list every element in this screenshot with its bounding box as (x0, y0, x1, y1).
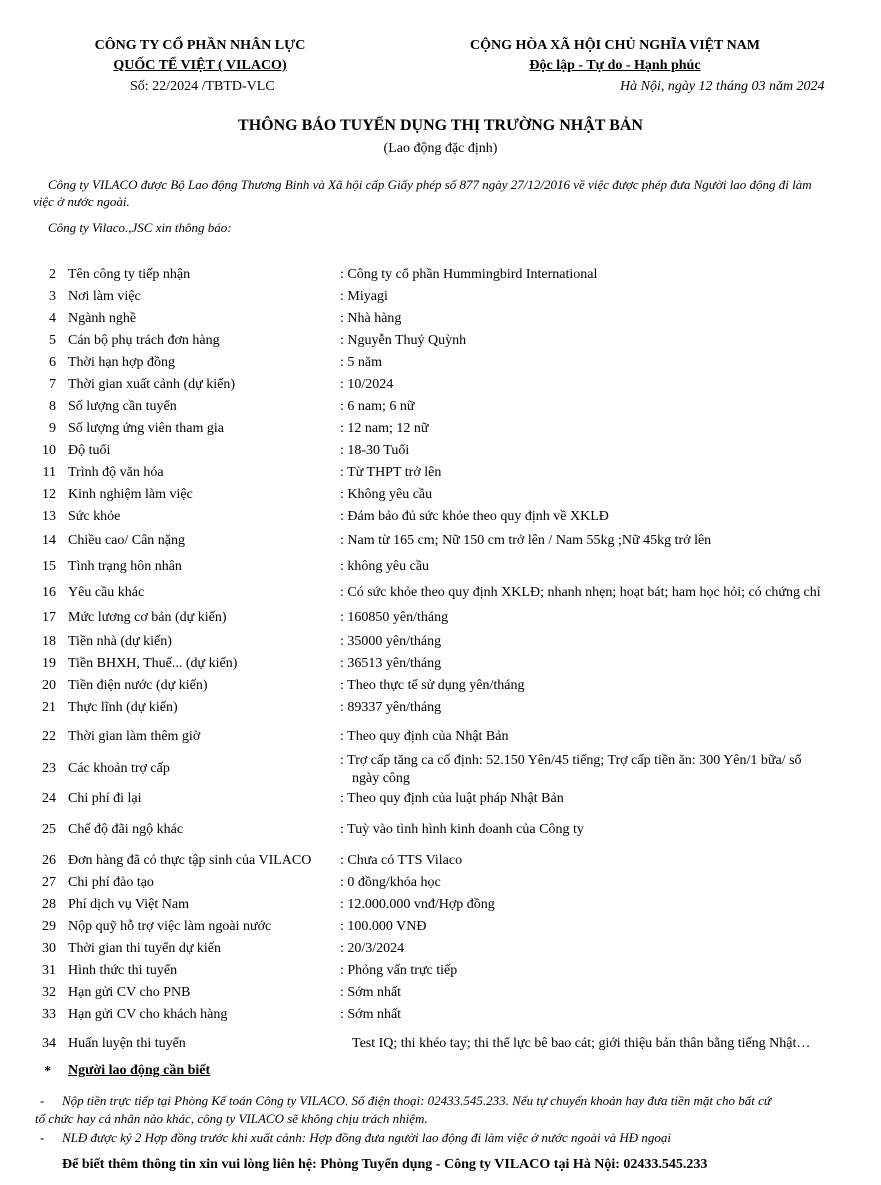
row-number: 11 (42, 465, 56, 480)
row-value: : 5 năm (340, 355, 382, 370)
table-row (0, 289, 881, 311)
table-row (0, 753, 881, 786)
row-label: Đơn hàng đã có thực tập sinh của VILACO (68, 853, 312, 868)
company-name-line1: CÔNG TY CỔ PHẦN NHÂN LỰC (94, 38, 306, 53)
row-label: Sức khỏe (68, 509, 121, 524)
document-date: Hà Nội, ngày 12 tháng 03 năm 2024 (620, 79, 825, 94)
row-number: 2 (49, 267, 56, 282)
table-row (0, 963, 881, 985)
row-value: : Đảm bảo đủ sức khỏe theo quy định về XKLĐ (340, 509, 609, 524)
row-value: : Công ty cổ phần Hummingbird International (340, 267, 598, 282)
bullet-star: * (44, 1064, 51, 1079)
row-value: : 12 nam; 12 nữ (340, 421, 429, 436)
table-row (0, 791, 881, 813)
row-value: : Miyagi (340, 289, 388, 304)
table-row (0, 919, 881, 941)
row-value: : 12.000.000 vnđ/Hợp đồng (340, 897, 495, 912)
table-row (0, 1036, 881, 1058)
table-row (0, 610, 881, 632)
row-value: : Nam từ 165 cm; Nữ 150 cm trở lên / Nam 55kg ;Nữ 45kg trở lên (340, 533, 712, 548)
row-label: Số lượng ứng viên tham gia (68, 421, 224, 436)
row-value: : Phỏng vấn trực tiếp (340, 963, 458, 978)
table-row (0, 700, 881, 722)
row-number: 6 (49, 355, 56, 370)
table-row (0, 985, 881, 1007)
row-number: 32 (42, 985, 56, 1000)
row-label: Chi phí đi lại (68, 791, 142, 806)
row-value: : 160850 yên/tháng (340, 610, 449, 625)
row-number: 30 (42, 941, 56, 956)
row-number: 3 (49, 289, 56, 304)
row-number: 22 (42, 729, 56, 744)
table-row (0, 897, 881, 919)
row-number: 24 (42, 791, 56, 806)
row-value: : Tuỳ vào tình hình kinh doanh của Công ty (340, 822, 584, 837)
table-row (0, 533, 881, 555)
row-label: Trình độ văn hóa (68, 465, 164, 480)
row-label: Nơi làm việc (68, 289, 141, 304)
row-value: : Nguyễn Thuý Quỳnh (340, 333, 467, 348)
note-1-line-2: tổ chức hay cá nhân nào khác, công ty VILACO sẽ không chịu trách nhiệm. (35, 1111, 428, 1126)
row-value: : Từ THPT trở lên (340, 465, 442, 480)
row-number: 4 (49, 311, 56, 326)
row-label: Thời hạn hợp đồng (68, 355, 175, 370)
row-number: 34 (42, 1036, 56, 1051)
row-label: Hình thức thi tuyển (68, 963, 178, 978)
row-number: 12 (42, 487, 56, 502)
row-number: 20 (42, 678, 56, 693)
row-number: 21 (42, 700, 56, 715)
row-number: 7 (49, 377, 56, 392)
row-number: 29 (42, 919, 56, 934)
table-row (0, 377, 881, 399)
row-number: 26 (42, 853, 56, 868)
row-label: Kinh nghiệm làm việc (68, 487, 193, 502)
row-number: 31 (42, 963, 56, 978)
row-label: Mức lương cơ bản (dự kiến) (68, 610, 227, 625)
row-label: Chiều cao/ Cân nặng (68, 533, 186, 548)
table-row (0, 421, 881, 443)
row-value: : Theo quy định của Nhật Bản (340, 729, 509, 744)
row-value: : 20/3/2024 (340, 941, 405, 956)
row-value: : Theo thực tế sử dụng yên/tháng (340, 678, 525, 693)
row-label: Chi phí đào tạo (68, 875, 154, 890)
row-label: Hạn gửi CV cho PNB (68, 985, 191, 1000)
table-row (0, 1007, 881, 1029)
table-row (0, 853, 881, 875)
table-row (0, 634, 881, 656)
table-row (0, 822, 881, 844)
row-value: : Theo quy định của luật pháp Nhật Bản (340, 791, 564, 806)
row-value: : 36513 yên/tháng (340, 656, 442, 671)
intro-line-1: Công ty VILACO được Bộ Lao động Thương Binh và Xã hội cấp Giấy phép số 877 ngày 27/12/2016 về việc được phép đưa Người lao động đi làm (48, 177, 812, 192)
row-label: Thời gian xuất cảnh (dự kiến) (68, 377, 235, 392)
row-value: : Chưa có TTS Vilaco (340, 853, 463, 868)
note-dash-1: - (40, 1093, 45, 1108)
row-number: 23 (42, 761, 56, 776)
page-subtitle: (Lao động đặc định) (383, 141, 498, 156)
row-label: Yêu cầu khác (68, 585, 145, 600)
nation-title: CỘNG HÒA XÃ HỘI CHỦ NGHĨA VIỆT NAM (469, 38, 760, 53)
table-row (0, 355, 881, 377)
row-label: Phí dịch vụ Việt Nam (68, 897, 190, 912)
row-value: : 6 nam; 6 nữ (340, 399, 415, 414)
table-row (0, 875, 881, 897)
row-label: Cán bộ phụ trách đơn hàng (68, 333, 220, 348)
row-number: 10 (42, 443, 56, 458)
row-value: : 89337 yên/tháng (340, 700, 442, 715)
row-number: 8 (49, 399, 56, 414)
row-number: 19 (42, 656, 56, 671)
row-value: : 100.000 VNĐ (340, 919, 427, 934)
document-number: Số: 22/2024 /TBTD-VLC (130, 79, 275, 94)
table-row (0, 487, 881, 509)
note-dash-2: - (40, 1130, 45, 1145)
nation-motto: Độc lập - Tự do - Hạnh phúc (529, 58, 701, 73)
row-label: Tiền điện nước (dự kiến) (68, 678, 208, 693)
company-name-line2: QUỐC TẾ VIỆT ( VILACO) (113, 58, 287, 73)
row-value: : Trợ cấp tăng ca cố định: 52.150 Yên/45 tiếng; Trợ cấp tiền ăn: 300 Yên/1 bữa/ số (340, 753, 802, 768)
table-row (0, 509, 881, 531)
row-number: 28 (42, 897, 56, 912)
row-label: Số lượng cần tuyển (68, 399, 177, 414)
row-value: : 10/2024 (340, 377, 394, 392)
table-row (0, 465, 881, 487)
row-value: : Có sức khỏe theo quy định XKLĐ; nhanh nhẹn; hoạt bát; ham học hỏi; có chứng chỉ (340, 585, 821, 600)
table-row (0, 559, 881, 581)
row-label: Hạn gửi CV cho khách hàng (68, 1007, 228, 1022)
row-number: 27 (42, 875, 56, 890)
table-row (0, 729, 881, 751)
row-number: 9 (49, 421, 56, 436)
row-label: Tình trạng hôn nhân (68, 559, 182, 574)
row-number: 14 (42, 533, 56, 548)
table-row (0, 585, 881, 607)
table-row (0, 941, 881, 963)
intro-line-2: việc ở nước ngoài. (33, 194, 130, 209)
contact-line: Để biết thêm thông tin xin vui lòng liên hệ: Phòng Tuyển dụng - Công ty VILACO tại Hà Nội: 02433.545.233 (62, 1157, 708, 1172)
row-number: 18 (42, 634, 56, 649)
row-number: 5 (49, 333, 56, 348)
table-row (0, 678, 881, 700)
table-row (0, 333, 881, 355)
row-label: Tiền nhà (dự kiến) (68, 634, 172, 649)
row-number: 25 (42, 822, 56, 837)
row-label: Ngành nghề (68, 311, 137, 326)
row-label: Tên công ty tiếp nhận (68, 267, 191, 282)
row-label: Thực lĩnh (dự kiến) (68, 700, 178, 715)
row-label: Thời gian làm thêm giờ (68, 729, 201, 744)
row-number: 13 (42, 509, 56, 524)
row-label: Tiền BHXH, Thuế... (dự kiến) (68, 656, 238, 671)
note-2: NLĐ được ký 2 Hợp đồng trước khi xuất cảnh: Hợp đồng đưa người lao động đi làm việc ở nước ngoài và HĐ ngoại (62, 1130, 671, 1145)
row-number: 16 (42, 585, 56, 600)
row-value: : 0 đồng/khóa học (340, 875, 441, 890)
row-value: : Sớm nhất (340, 1007, 402, 1022)
row-label: Thời gian thi tuyển dự kiến (68, 941, 222, 956)
worker-header: Người lao động cần biết (68, 1063, 211, 1078)
row-value: : Nhà hàng (340, 311, 402, 326)
table-row (0, 311, 881, 333)
table-row (0, 399, 881, 421)
row-value: : 35000 yên/tháng (340, 634, 442, 649)
row-value: : 18-30 Tuổi (340, 443, 410, 458)
row-label: Độ tuổi (68, 443, 111, 458)
row-number: 33 (42, 1007, 56, 1022)
row-value: : Không yêu cầu (340, 487, 433, 502)
row-value: : không yêu cầu (340, 559, 430, 574)
row-label: Chế độ đãi ngộ khác (68, 822, 184, 837)
row-label: Huấn luyện thi tuyển (68, 1036, 186, 1051)
table-row (0, 267, 881, 289)
row-label: Nộp quỹ hỗ trợ việc làm ngoài nước (68, 919, 272, 934)
table-row (0, 656, 881, 678)
row-value-continued: ngày công (352, 771, 410, 786)
row-value: : Sớm nhất (340, 985, 402, 1000)
table-row (0, 443, 881, 465)
row-number: 17 (42, 610, 56, 625)
row-label: Các khoản trợ cấp (68, 761, 170, 776)
page-title: THÔNG BÁO TUYỂN DỤNG THỊ TRƯỜNG NHẬT BẢN (238, 117, 643, 134)
row-number: 15 (42, 559, 56, 574)
row-value: Test IQ; thi khéo tay; thi thể lực bê bao cát; giới thiệu bản thân bằng tiếng Nhật… (352, 1036, 811, 1051)
note-1-line-1: Nộp tiền trực tiếp tại Phòng Kế toán Công ty VILACO. Số điện thoại: 02433.545.233. Nếu tự chuyển khoản hay đưa tiền mặt cho bất cứ (62, 1093, 771, 1108)
notice-line: Công ty Vilaco.,JSC xin thông báo: (48, 220, 232, 235)
